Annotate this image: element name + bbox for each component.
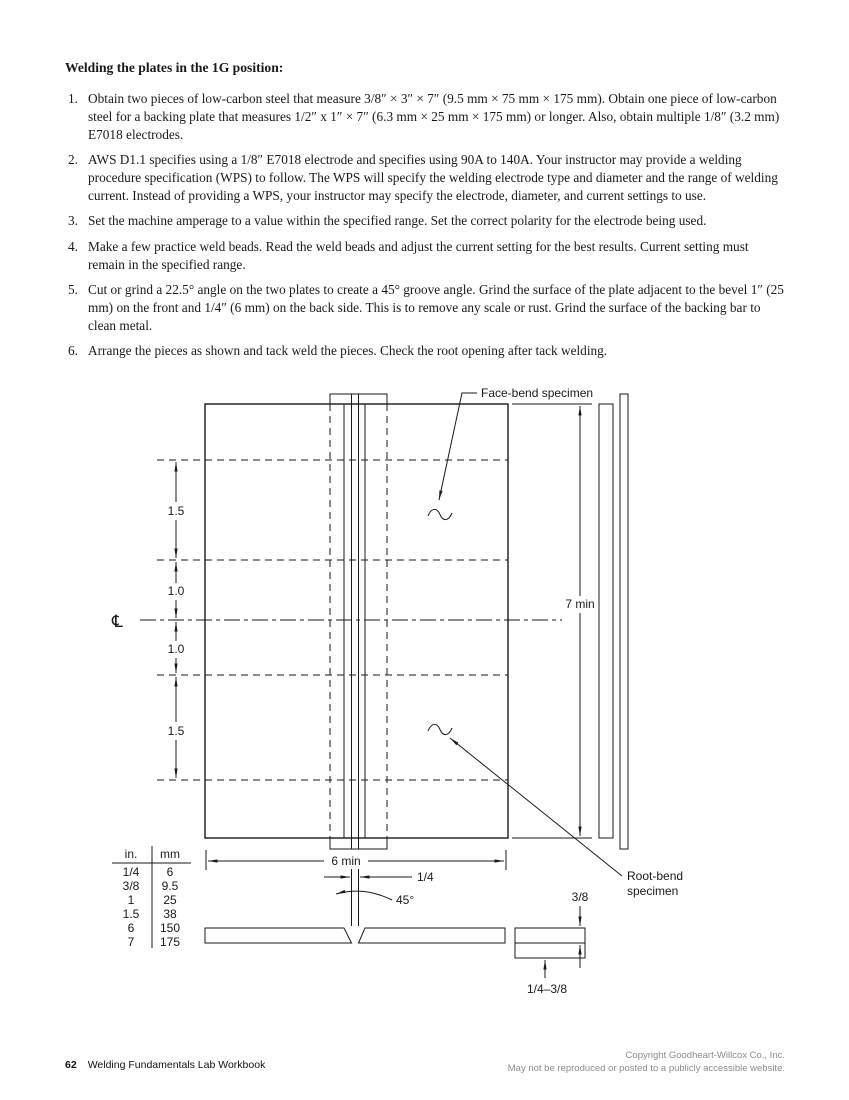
table-cell: 1	[127, 893, 135, 907]
table-cell: 25	[163, 893, 177, 907]
list-item	[65, 212, 789, 230]
table-cell: 6	[127, 921, 135, 935]
table-cell: 38	[163, 907, 177, 921]
weld-joint-diagram	[0, 383, 849, 1005]
list-item	[65, 238, 789, 274]
copyright-line: Copyright Goodheart-Willcox Co., Inc.	[625, 1050, 785, 1061]
page-number: 62	[65, 1059, 77, 1071]
step-text: Set the machine amperage to a value within the specified range. Set the correct polarity for the electrode being used.	[88, 213, 707, 229]
list-item	[65, 281, 789, 335]
root-bend-specimen-label: specimen	[627, 884, 679, 898]
plate-outline	[205, 404, 508, 838]
angle-leader-line	[336, 891, 392, 900]
table-cell: 6	[166, 865, 174, 879]
root-bend-squiggle	[428, 724, 452, 734]
steps-list	[65, 90, 789, 360]
plate-top-view	[140, 394, 562, 849]
step-text: Cut or grind a 22.5° angle on the two plates to create a 45° groove angle. Grind the surface of the plate adjacent to the bevel 1″ (25 mm) on the front and 1/4″ (6 mm) on the back side. This is to remove any scale or rust. Grind the surface of the backing bar to clean metal.	[88, 281, 784, 333]
step-number: 3.	[68, 213, 78, 229]
step-number: 4.	[68, 238, 78, 254]
plate-edge-view	[599, 404, 613, 838]
dim-label-1-5-bottom: 1.5	[167, 724, 185, 738]
plate-thickness-detail	[515, 928, 585, 943]
table-cell: 3/8	[122, 879, 140, 893]
table-header-in: in.	[124, 847, 138, 861]
step-number: 5.	[68, 281, 78, 297]
table-cell: 1.5	[122, 907, 140, 921]
conversion-table	[112, 846, 191, 949]
backing-bar-edge-view	[620, 394, 628, 849]
table-cell: 150	[159, 921, 181, 935]
table-cell: 7	[127, 935, 135, 949]
dim-label-backing-thickness: 1/4–3/8	[526, 982, 568, 996]
dim-label-6-min: 6 min	[331, 854, 361, 868]
dim-label-1-0-top: 1.0	[167, 584, 185, 598]
dim-label-root-opening: 1/4	[417, 870, 434, 884]
step-number: 1.	[68, 91, 78, 106]
dim-label-1-5-top: 1.5	[167, 504, 185, 518]
step-text: Make a few practice weld beads. Read the weld beads and adjust the current setting for the best results. Current setting must remain in the specified range.	[88, 238, 749, 272]
copyright-line: May not be reproduced or posted to a publicly accessible website.	[507, 1063, 785, 1075]
face-bend-specimen-label: Face-bend specimen	[481, 386, 594, 400]
instructions-section	[65, 60, 789, 367]
book-title: Welding Fundamentals Lab Workbook	[87, 1059, 266, 1071]
dim-label-7-min: 7 min	[565, 597, 595, 611]
root-bend-leader-line	[450, 738, 622, 876]
table-cell: 9.5	[161, 879, 179, 893]
backing-thickness-detail	[515, 943, 585, 958]
dim-label-groove-angle: 45°	[396, 893, 415, 907]
list-item	[65, 342, 789, 360]
list-item	[65, 90, 789, 144]
groove-cross-section	[205, 850, 589, 996]
right-plate-section	[359, 928, 506, 943]
specimen-callouts	[428, 386, 683, 898]
step-text: AWS D1.1 specifies using a 1/8″ E7018 electrode and specifies using 90A to 140A. Your instructor may provide a welding procedure specification (WPS) to follow. The WPS will specify the welding electrode type and diameter and the range of welding current. Instead of providing a WPS, your instructor may specify the electrode, diameter, and current settings to use.	[88, 152, 778, 204]
table-header-mm: mm	[160, 847, 180, 861]
step-number: 2.	[68, 152, 78, 168]
step-text: Arrange the pieces as shown and tack weld the pieces. Check the root opening after tack welding.	[88, 342, 608, 358]
table-cell: 175	[159, 935, 181, 949]
face-bend-leader-line	[439, 393, 477, 500]
footer-left	[65, 1059, 265, 1071]
left-plate-section	[205, 928, 352, 943]
section-title: Welding the plates in the 1G position:	[65, 60, 284, 75]
root-bend-specimen-label: Root-bend	[627, 869, 684, 883]
dim-label-plate-thickness: 3/8	[571, 890, 589, 904]
face-bend-squiggle	[428, 509, 452, 519]
footer-copyright	[508, 1049, 785, 1075]
step-number: 6.	[68, 342, 78, 358]
list-item	[65, 151, 789, 205]
step-text: Obtain two pieces of low-carbon steel that measure 3/8″ × 3″ × 7″ (9.5 mm × 75 mm × 175 mm). Obtain one piece of low-carbon steel for a backing plate that measures 1/2″ x 1″ × 7″ (6.3 mm × 25 mm × 175 mm) or longer. Also, obtain multiple 1/8″ (3.2 mm) E7018 electrodes.	[88, 91, 780, 143]
centerline-symbol: ℄	[112, 612, 123, 631]
right-dimensions	[512, 394, 628, 849]
dim-label-1-0-bottom: 1.0	[167, 642, 185, 656]
table-cell: 1/4	[122, 865, 140, 879]
